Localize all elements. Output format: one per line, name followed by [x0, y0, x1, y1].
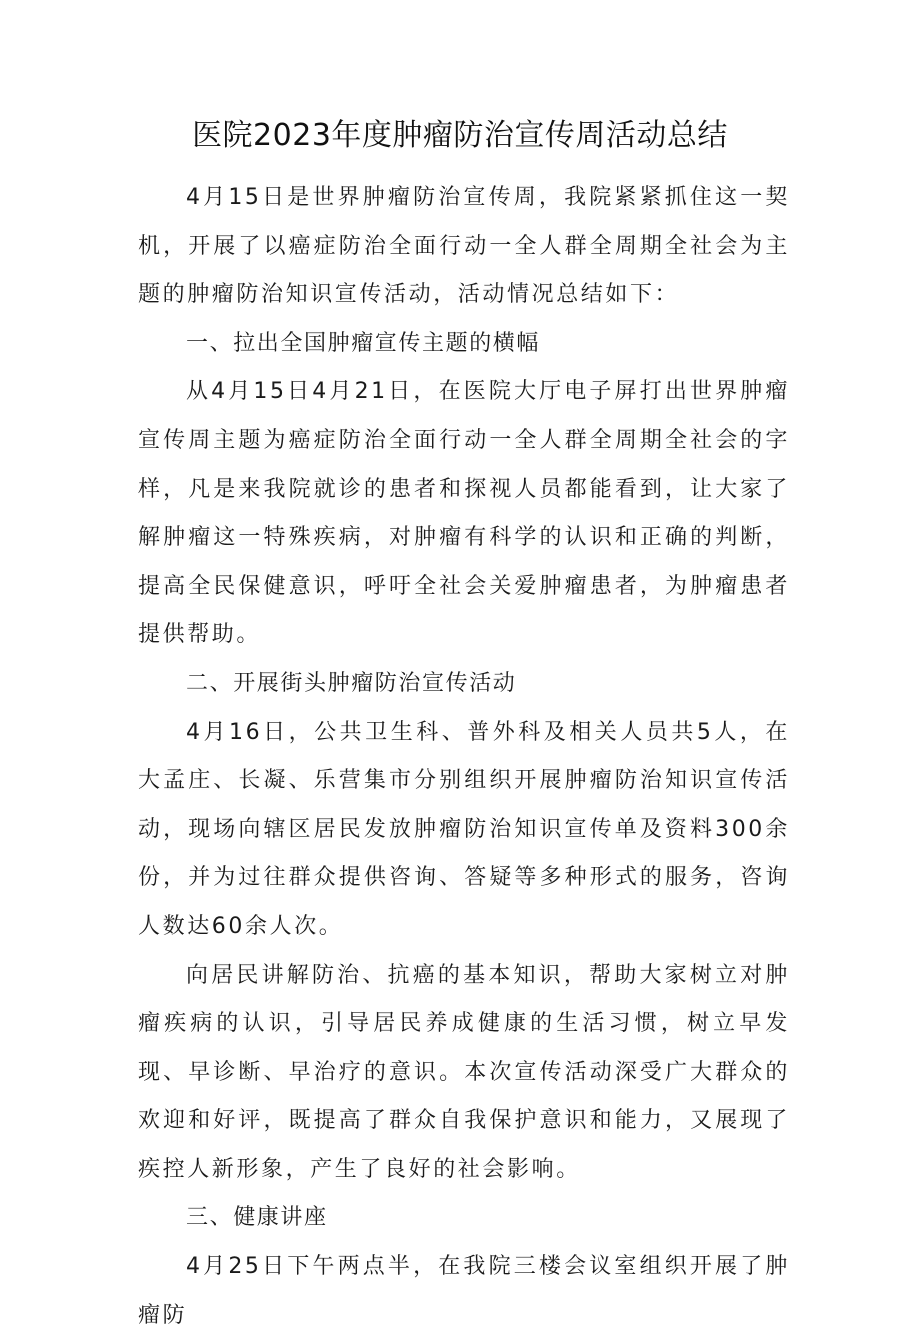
section-heading-2: 二、开展街头肿瘤防治宣传活动 [186, 670, 517, 696]
section-heading-1: 一、拉出全国肿瘤宣传主题的横幅 [186, 330, 541, 356]
paragraph-education: 向居民讲解防治、抗癌的基本知识，帮助大家树立对肿瘤疾病的认识，引导居民养成健康的生活习惯，树立早发现、早诊断、早治疗的意识。本次宣传活动深受广大群众的欢迎和好评，既提高了群众自我保护意识和能力，又展现了疾控人新形象，产生了良好的社会影响。 [138, 962, 790, 1182]
paragraph-banner: 从4月15日4月21日，在医院大厅电子屏打出世界肿瘤宣传周主题为癌症防治全面行动一全人群全周期全社会的字样，凡是来我院就诊的患者和探视人员都能看到，让大家了解肿瘤这一特殊疾病，对肿瘤有科学的认识和正确的判断，提高全民保健意识，呼吁全社会关爱肿瘤患者，为肿瘤患者提供帮助。 [138, 379, 790, 648]
document-body [138, 174, 790, 1340]
paragraph-lecture: 4月25日下午两点半，在我院三楼会议室组织开展了肿瘤防 [138, 1254, 790, 1328]
paragraph-street-campaign: 4月16日，公共卫生科、普外科及相关人员共5人，在大孟庄、长凝、乐营集市分别组织开展肿瘤防治知识宣传活动，现场向辖区居民发放肿瘤防治知识宣传单及资料300余份，并为过往群众提供咨询、答疑等多种形式的服务，咨询人数达60余人次。 [138, 719, 790, 939]
section-heading-3: 三、健康讲座 [186, 1205, 328, 1231]
paragraph-intro: 4月15日是世界肿瘤防治宣传周，我院紧紧抓住这一契机，开展了以癌症防治全面行动一全人群全周期全社会为主题的肿瘤防治知识宣传活动，活动情况总结如下： [138, 185, 790, 308]
document-title: 医院2023年度肿瘤防治宣传周活动总结 [192, 118, 728, 153]
